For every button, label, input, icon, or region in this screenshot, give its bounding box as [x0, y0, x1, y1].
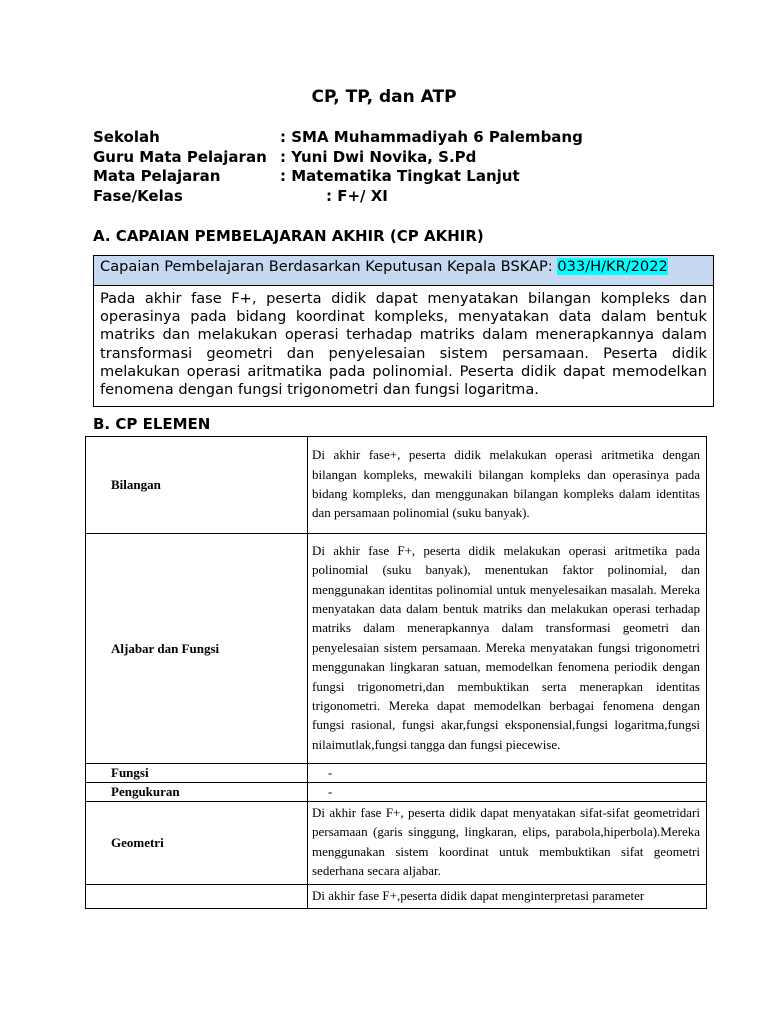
cp-box-header-text: Capaian Pembelajaran Berdasarkan Keputusan Kepala BSKAP:: [100, 258, 558, 275]
table-row: [86, 534, 707, 764]
cp-elemen-table: [85, 436, 707, 909]
element-cp: -: [308, 783, 707, 802]
info-row-sekolah: [93, 128, 583, 148]
identity-block: [93, 128, 583, 206]
table-row: [86, 764, 707, 783]
info-value: : Yuni Dwi Novika, S.Pd: [280, 147, 477, 166]
cp-box-header: [94, 256, 713, 286]
info-label: Guru Mata Pelajaran: [93, 147, 267, 166]
info-row-guru: [93, 148, 583, 168]
info-value: : F+/ XI: [326, 186, 388, 205]
element-name: Geometri: [86, 802, 308, 885]
table-row: [86, 802, 707, 885]
table-row: [86, 783, 707, 802]
element-cp: Di akhir fase F+, peserta didik melakukan operasi aritmetika pada polinomial (suku banyak), menentukan faktor polinomial, dan menggunakan identitas polinomial untuk menyelesaikan masalah. Mereka menyatakan data dalam bentuk matriks dan melakukan operasi terhadap matriks dalam menerapkannya dalam transformasi geometri dan penyelesaian sistem persamaan. Mereka menyatakan fungsi trigonometri menggunakan lingkaran satuan, memodelkan fenomena periodik dengan fungsi trigonometri,dan membuktikan serta menerapkan identitas trigonometri. Mereka dapat memodelkan berbagai fenomena dengan fungsi rasional, fungsi akar,fungsi eksponensial,fungsi logaritma,fungsi nilaimutlak,fungsi tangga dan fungsi piecewise.: [308, 534, 707, 764]
element-name: Fungsi: [86, 764, 308, 783]
bskap-code-highlight: 033/H/KR/2022: [557, 258, 668, 275]
element-cp: -: [308, 764, 707, 783]
info-label: Mata Pelajaran: [93, 167, 221, 186]
info-value: : Matematika Tingkat Lanjut: [280, 167, 520, 186]
element-cp: Di akhir fase F+, peserta didik dapat menyatakan sifat-sifat geometridari persamaan (garis singgung, lingkaran, elips, parabola,hiperbola).Mereka menggunakan sistem koordinat untuk membuktikan sifat geometri sederhana secara aljabar.: [308, 802, 707, 885]
info-label: Fase/Kelas: [93, 186, 183, 205]
table-row: [86, 884, 707, 908]
info-value: : SMA Muhammadiyah 6 Palembang: [280, 128, 583, 146]
table-row: [86, 437, 707, 534]
info-label: Sekolah: [93, 128, 160, 146]
element-cp: Di akhir fase F+,peserta didik dapat menginterpretasi parameter: [308, 884, 707, 908]
element-cp: Di akhir fase+, peserta didik melakukan operasi aritmetika dengan bilangan kompleks, mewakili bilangan kompleks dan operasinya pada bidang kompleks, dan menggunakan bilangan kompleks dalam identitas dan persamaan polinomial (suku banyak).: [308, 437, 707, 534]
element-name: Pengukuran: [86, 783, 308, 802]
element-name: [86, 884, 308, 908]
element-name: Bilangan: [86, 437, 308, 534]
cp-akhir-box: [93, 255, 714, 407]
section-a-heading: A. CAPAIAN PEMBELAJARAN AKHIR (CP AKHIR): [93, 227, 484, 245]
info-row-mapel: [93, 167, 583, 187]
cp-box-body: Pada akhir fase F+, peserta didik dapat menyatakan bilangan kompleks dan operasinya pada bidang koordinat kompleks, menyatakan data dalam bentuk matriks dan melakukan operasi terhadap matriks dalam menerapkannya dalam transformasi geometri dan penyelesaian sistem persamaan. Peserta didik melakukan operasi aritmatika pada polinomial. Peserta didik dapat memodelkan fenomena dengan fungsi trigonometri dan fungsi logaritma.: [100, 290, 707, 399]
element-name: Aljabar dan Fungsi: [86, 534, 308, 764]
section-b-heading: B. CP ELEMEN: [93, 415, 211, 433]
info-row-fase: [93, 187, 583, 207]
page-title: CP, TP, dan ATP: [311, 87, 457, 107]
